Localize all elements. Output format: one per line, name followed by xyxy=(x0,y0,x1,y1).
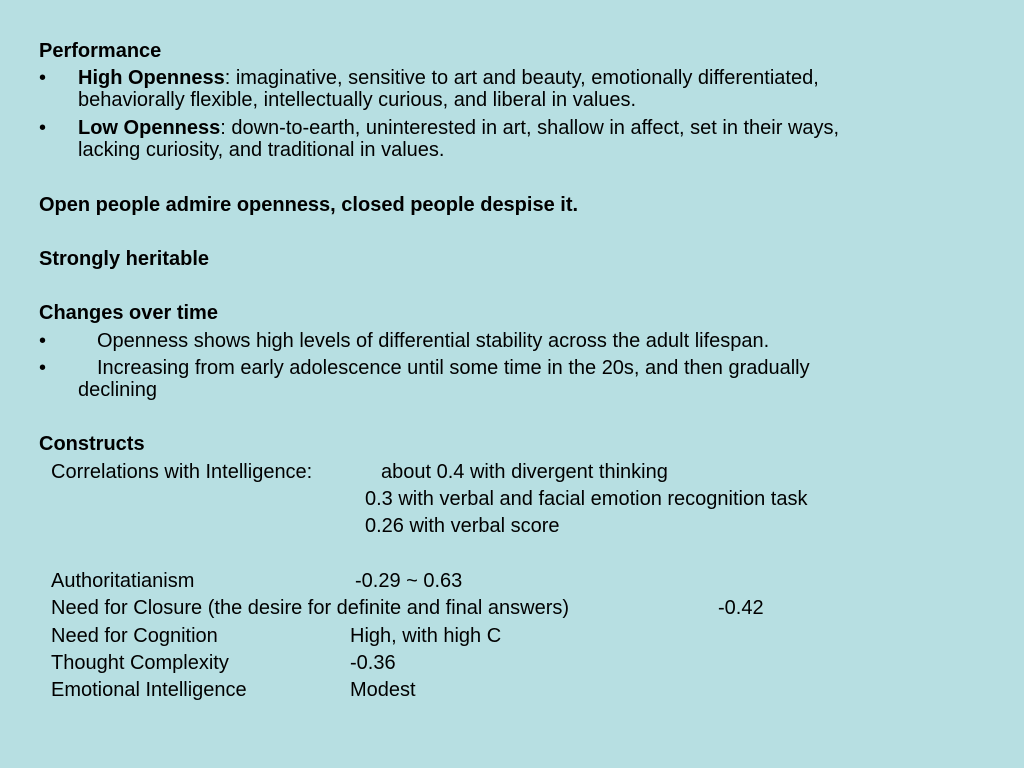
low-openness-desc: : down-to-earth, uninterested in art, shallow in affect, set in their ways, xyxy=(220,117,840,139)
constructs-heading: Constructs xyxy=(39,433,145,455)
intelligence-value-2: 0.3 with verbal and facial emotion recognition task xyxy=(365,488,808,510)
construct-label-need-for-closure: Need for Closure (the desire for definite and final answers) xyxy=(51,597,570,619)
construct-value-emotional-intelligence: Modest xyxy=(350,679,416,701)
intelligence-label: Correlations with Intelligence: xyxy=(51,461,313,483)
construct-value-need-for-cognition: High, with high C xyxy=(350,625,502,647)
bullet-icon: • xyxy=(39,117,47,139)
changes-heading: Changes over time xyxy=(39,302,218,324)
heritable-text: Strongly heritable xyxy=(39,248,210,270)
bullet-icon: • xyxy=(39,357,47,379)
performance-heading: Performance xyxy=(39,40,162,62)
construct-label-thought-complexity: Thought Complexity xyxy=(51,652,229,674)
bullet-icon: • xyxy=(39,67,47,89)
high-openness-term: High Openness xyxy=(78,67,225,89)
statement-text: Open people admire openness, closed people despise it. xyxy=(39,194,579,216)
construct-value-authoritarianism: -0.29 ~ 0.63 xyxy=(355,570,463,592)
construct-value-thought-complexity: -0.36 xyxy=(350,652,396,674)
construct-value-need-for-closure: -0.42 xyxy=(718,597,764,619)
low-openness-term: Low Openness xyxy=(78,117,221,139)
high-openness-line1 xyxy=(78,67,819,89)
construct-label-authoritarianism: Authoritatianism xyxy=(51,570,195,592)
bullet-icon: • xyxy=(39,330,47,352)
intelligence-value-1: about 0.4 with divergent thinking xyxy=(381,461,668,483)
changes-item-1: Openness shows high levels of differential stability across the adult lifespan. xyxy=(97,330,770,352)
low-openness-line1 xyxy=(78,117,839,139)
intelligence-value-3: 0.26 with verbal score xyxy=(365,515,560,537)
changes-item-2-line1: Increasing from early adolescence until some time in the 20s, and then gradually xyxy=(97,357,810,379)
construct-label-emotional-intelligence: Emotional Intelligence xyxy=(51,679,247,701)
changes-item-2-line2: declining xyxy=(78,379,157,401)
high-openness-desc: : imaginative, sensitive to art and beauty, emotionally differentiated, xyxy=(224,67,819,89)
high-openness-line2: behaviorally flexible, intellectually curious, and liberal in values. xyxy=(78,89,637,111)
low-openness-line2: lacking curiosity, and traditional in values. xyxy=(78,139,445,161)
construct-label-need-for-cognition: Need for Cognition xyxy=(51,625,218,647)
